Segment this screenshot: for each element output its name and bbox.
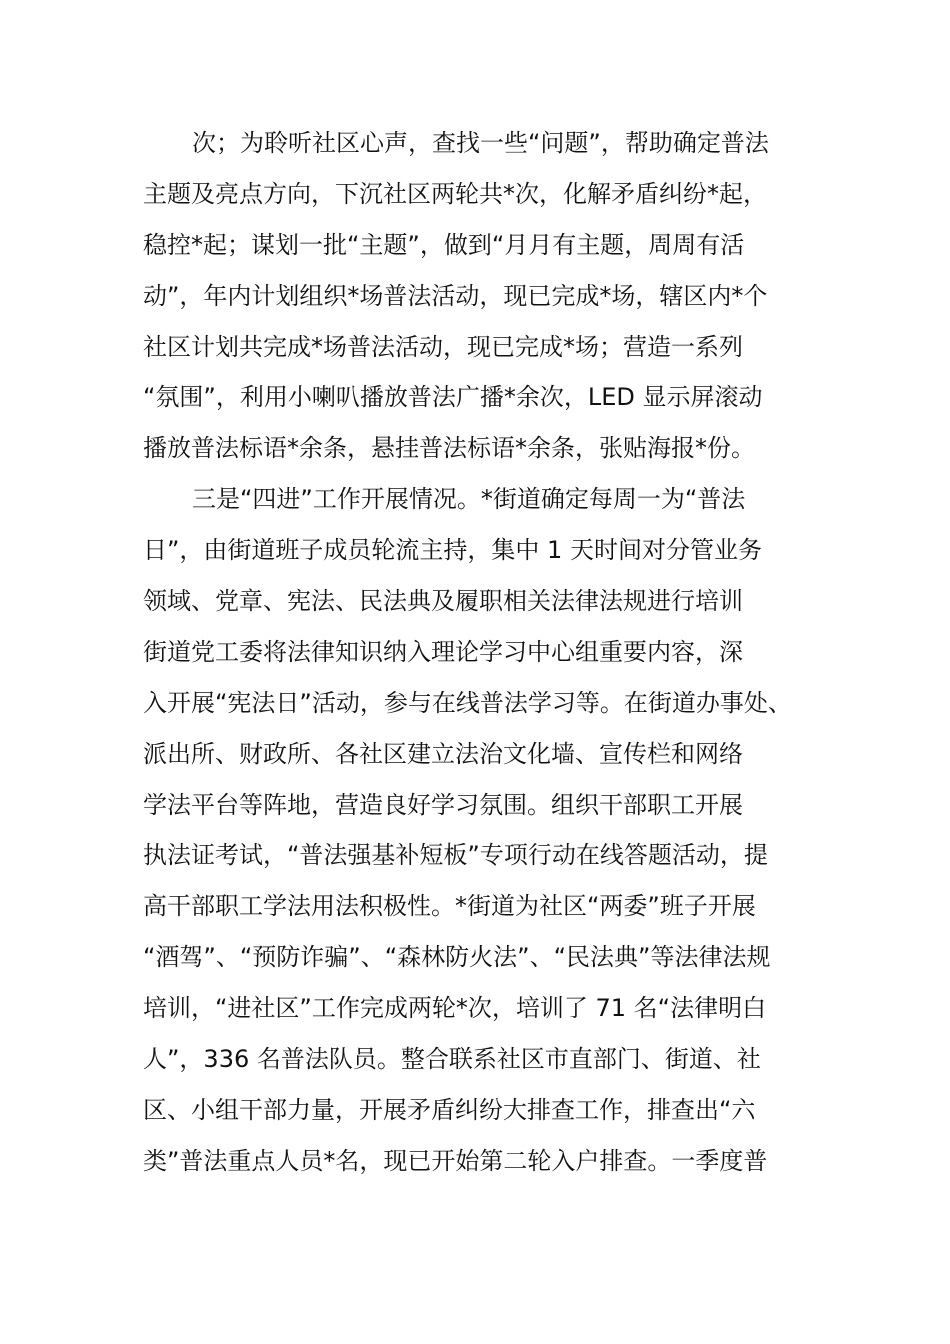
text-line-content: 高干部职工学法用法积极性。*街道为社区“两委”班子开展 bbox=[143, 892, 756, 921]
text-line-content: 次；为聆听社区心声，查找一些“问题”，帮助确定普法 bbox=[192, 129, 769, 157]
text-line bbox=[0, 474, 950, 525]
text-line-content: 培训，“进社区”工作完成两轮*次，培训了 71 名“法律明白 bbox=[143, 994, 767, 1023]
text-line bbox=[0, 830, 950, 881]
text-line-content: 街道党工委将法律知识纳入理论学习中心组重要内容，深 bbox=[143, 637, 743, 666]
text-line-content: 日”，由街道班子成员轮流主持，集中 1 天时间对分管业务 bbox=[143, 536, 762, 565]
text-line-content: “酒驾”、“预防诈骗”、“森林防火法”、“民法典”等法律法规 bbox=[143, 943, 771, 972]
text-line bbox=[0, 525, 950, 576]
text-line-content: 三是“四进”工作开展情况。*街道确定每周一为“普法 bbox=[192, 485, 746, 514]
text-line-content: 派出所、财政所、各社区建立法治文化墙、宣传栏和网络 bbox=[143, 739, 743, 768]
text-line bbox=[0, 983, 950, 1034]
text-line-content: 学法平台等阵地，营造良好学习氛围。组织干部职工开展 bbox=[143, 790, 743, 819]
text-line-content: 领域、党章、宪法、民法典及履职相关法律法规进行培训 bbox=[143, 587, 743, 616]
text-line-content: 人”，336 名普法队员。整合联系社区市直部门、街道、社 bbox=[143, 1045, 761, 1074]
text-line bbox=[0, 678, 950, 729]
text-line-content: 类”普法重点人员*名，现已开始第二轮入户排查。一季度普 bbox=[143, 1146, 768, 1175]
text-line bbox=[0, 1034, 950, 1085]
text-line bbox=[0, 780, 950, 831]
text-line-content: 动”，年内计划组织*场普法活动，现已完成*场，辖区内*个 bbox=[143, 281, 768, 310]
text-line-content: 执法证考试，“普法强基补短板”专项行动在线答题活动，提 bbox=[143, 841, 768, 870]
text-line bbox=[0, 322, 950, 373]
text-line-content: 社区计划共完成*场普法活动，现已完成*场；营造一系列 bbox=[143, 332, 743, 361]
text-line bbox=[0, 881, 950, 932]
text-line bbox=[0, 169, 950, 220]
text-line-content: 主题及亮点方向，下沉社区两轮共*次，化解矛盾纠纷*起， bbox=[143, 179, 767, 208]
text-line bbox=[0, 1085, 950, 1136]
text-line bbox=[0, 729, 950, 780]
text-line bbox=[0, 423, 950, 474]
text-line bbox=[0, 1136, 950, 1187]
text-line-content: “氛围”，利用小喇叭播放普法广播*余次，LED 显示屏滚动 bbox=[143, 383, 763, 412]
text-line bbox=[0, 271, 950, 322]
text-line-content: 入开展“宪法日”活动，参与在线普法学习等。在街道办事处、 bbox=[143, 688, 792, 717]
text-line bbox=[0, 220, 950, 271]
text-line bbox=[0, 627, 950, 678]
text-line bbox=[0, 372, 950, 423]
text-line-content: 区、小组干部力量，开展矛盾纠纷大排查工作，排查出“六 bbox=[143, 1095, 756, 1124]
text-line bbox=[0, 932, 950, 983]
document-body bbox=[0, 118, 950, 1187]
text-line bbox=[0, 118, 950, 169]
text-line-content: 稳控*起；谋划一批“主题”，做到“月月有主题，周周有活 bbox=[143, 230, 745, 259]
text-line bbox=[0, 576, 950, 627]
text-line-content: 播放普法标语*余条，悬挂普法标语*余条，张贴海报*份。 bbox=[143, 434, 755, 463]
